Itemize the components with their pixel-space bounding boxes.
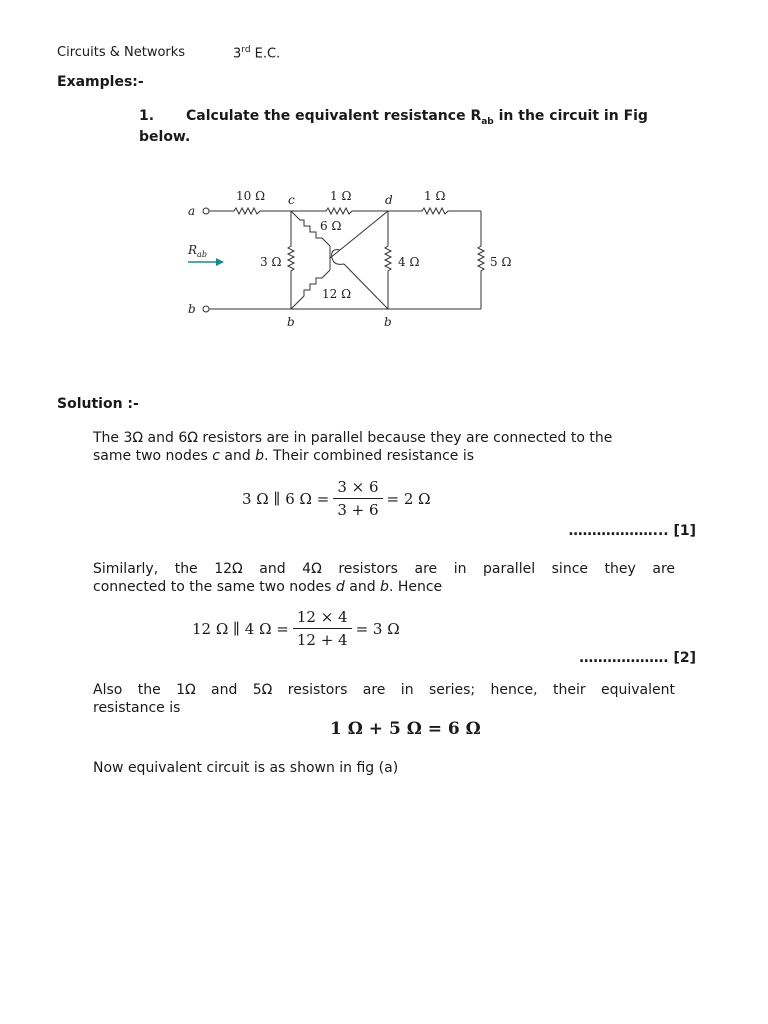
course-title: Circuits & Networks: [57, 45, 186, 60]
eq2-fraction: [293, 608, 352, 649]
p1-node-c: c: [212, 448, 220, 464]
question-number: 1.: [139, 108, 155, 124]
node-a-label: a: [188, 204, 196, 218]
p1-text-b: and: [219, 448, 256, 464]
paragraph-2-line-1: Similarly, the 12Ω and 4Ω resistors are in parallel since they are: [93, 561, 675, 577]
p2-text-c: . Hence: [388, 579, 443, 595]
eq2-rhs: = 3 Ω: [355, 619, 400, 638]
examples-heading: Examples:-: [57, 74, 144, 90]
paragraph-1-line-2: [93, 447, 675, 465]
paragraph-3: [93, 681, 675, 717]
paragraph-2-line-2: [93, 578, 675, 596]
class-name: E.C.: [250, 46, 281, 62]
terminal-b: [203, 306, 209, 312]
resistor-3: [288, 211, 294, 309]
paragraph-1-line-1: The 3Ω and 6Ω resistors are in parallel because they are connected to the: [93, 430, 613, 446]
equation-1: [242, 478, 431, 519]
label-10-ohm: 10 Ω: [236, 189, 266, 203]
circuit-figure: [180, 182, 512, 332]
terminal-a: [203, 208, 209, 214]
question-text-b: in the circuit in Fig: [493, 108, 648, 124]
class-superscript: rd: [241, 45, 251, 55]
bottom-b-label-1: b: [287, 315, 295, 329]
rab-r: R: [188, 243, 198, 257]
reference-1: ………………... [1]: [568, 523, 696, 539]
class-number: 3: [233, 46, 242, 62]
eq2-lhs: 12 Ω ∥ 4 Ω =: [192, 619, 289, 638]
eq1-denominator: 3 + 6: [337, 501, 379, 519]
question-line-1: [186, 107, 648, 131]
paragraph-3-line-2: resistance is: [93, 700, 181, 716]
paragraph-2: [93, 560, 675, 596]
eq1-numerator: 3 × 6: [333, 478, 382, 499]
equation-2: [192, 608, 400, 649]
cross-wire-upper: [340, 211, 388, 250]
eq2-numerator: 12 × 4: [293, 608, 352, 629]
p2-node-b: b: [380, 579, 389, 595]
p1-text-c: . Their combined resistance is: [264, 448, 475, 464]
label-1-ohm-b: 1 Ω: [424, 189, 446, 203]
label-1-ohm-a: 1 Ω: [330, 189, 352, 203]
p2-text-a: connected to the same two nodes: [93, 579, 336, 595]
eq1-rhs: = 2 Ω: [386, 489, 431, 508]
equation-3: 1 Ω + 5 Ω = 6 Ω: [330, 719, 481, 739]
eq1-fraction: [333, 478, 382, 519]
rab-arrow: [188, 258, 224, 266]
node-c-label: c: [288, 193, 295, 207]
rab-arrow-head: [216, 258, 224, 266]
label-5-ohm: 5 Ω: [490, 255, 512, 269]
bottom-b-label-2: b: [384, 315, 392, 329]
question-text-a: Calculate the equivalent resistance R: [186, 108, 482, 124]
node-b-label: b: [188, 302, 196, 316]
resistor-5: [478, 211, 484, 309]
paragraph-3-line-1: Also the 1Ω and 5Ω resistors are in series; hence, their equivalent: [93, 682, 675, 698]
p2-text-b: and: [344, 579, 381, 595]
p1-text-a: same two nodes: [93, 448, 213, 464]
rab-label: [187, 243, 207, 259]
label-3-ohm: 3 Ω: [260, 255, 282, 269]
resistor-4: [385, 211, 391, 309]
label-12-ohm: 12 Ω: [322, 287, 352, 301]
question-line-2: below.: [139, 129, 191, 145]
label-4-ohm: 4 Ω: [398, 255, 420, 269]
eq1-lhs: 3 Ω ∥ 6 Ω =: [242, 489, 330, 508]
label-6-ohm: 6 Ω: [320, 219, 342, 233]
eq2-denominator: 12 + 4: [296, 631, 348, 649]
node-d-label: d: [385, 193, 393, 207]
reference-2: ………………. [2]: [579, 650, 696, 666]
paragraph-4: Now equivalent circuit is as shown in fig (a): [93, 760, 399, 776]
rab-sub: ab: [197, 250, 207, 259]
p1-node-b: b: [255, 448, 265, 464]
top-wire: [209, 208, 481, 214]
paragraph-1: [93, 429, 675, 465]
class-label: [233, 45, 280, 61]
solution-heading: Solution :-: [57, 396, 139, 412]
p2-node-d: d: [335, 579, 345, 595]
question-subscript: ab: [481, 116, 494, 127]
